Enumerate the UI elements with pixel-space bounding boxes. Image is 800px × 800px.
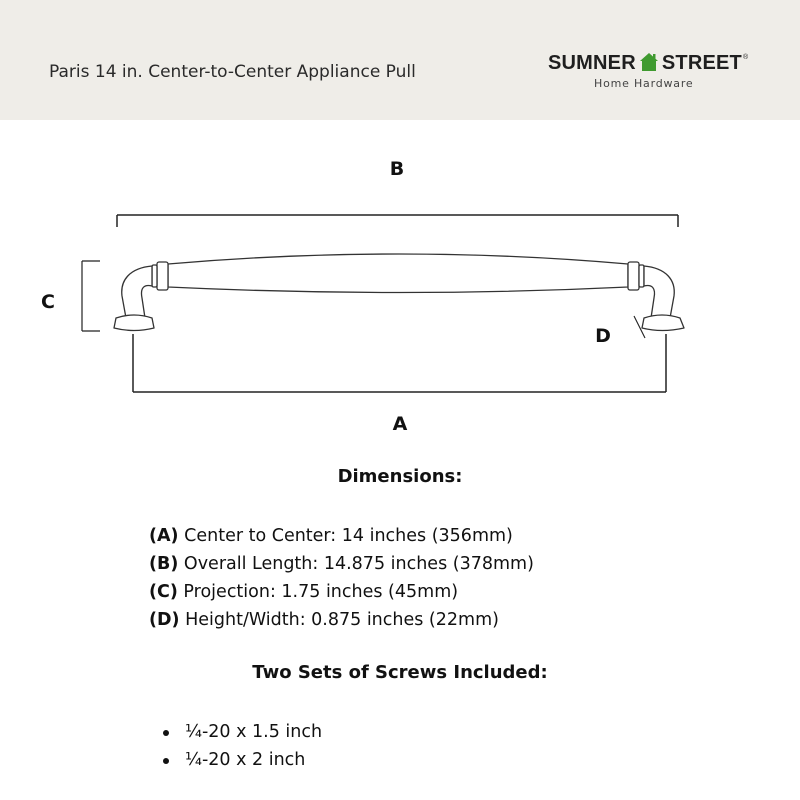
dimension-diagram — [0, 120, 800, 450]
screws-list — [185, 718, 322, 774]
product-title: Paris 14 in. Center-to-Center Appliance Pull — [49, 62, 416, 82]
list-item: (B) Overall Length: 14.875 inches (378mm) — [149, 554, 534, 574]
dimension-c-bracket — [82, 261, 100, 331]
logo-name-left: SUMNER — [548, 52, 636, 74]
appliance-pull-drawing — [114, 254, 684, 331]
logo-name-right: STREET — [661, 52, 742, 74]
logo-tagline: Home Hardware — [594, 77, 694, 90]
list-item: ¼-20 x 1.5 inch — [185, 718, 322, 746]
dimension-d-label: D — [595, 325, 611, 347]
header-banner — [0, 0, 800, 120]
screws-heading: Two Sets of Screws Included: — [252, 662, 548, 683]
dimension-b-bracket — [117, 215, 678, 227]
list-item: (C) Projection: 1.75 inches (45mm) — [149, 582, 459, 602]
dimension-b-label: B — [389, 158, 405, 180]
dimensions-list — [149, 522, 534, 634]
list-item: (A) Center to Center: 14 inches (356mm) — [149, 526, 513, 546]
dimension-a-bracket — [133, 334, 666, 392]
logo-wordmark — [548, 52, 748, 75]
dimension-a-label: A — [392, 413, 408, 435]
list-item: ¼-20 x 2 inch — [185, 746, 322, 774]
dimensions-heading: Dimensions: — [337, 466, 463, 487]
registered-mark: ® — [742, 54, 749, 61]
brand-logo — [548, 52, 763, 96]
dimension-c-label: C — [41, 291, 55, 313]
list-item: (D) Height/Width: 0.875 inches (22mm) — [149, 610, 499, 630]
house-icon — [639, 52, 659, 72]
